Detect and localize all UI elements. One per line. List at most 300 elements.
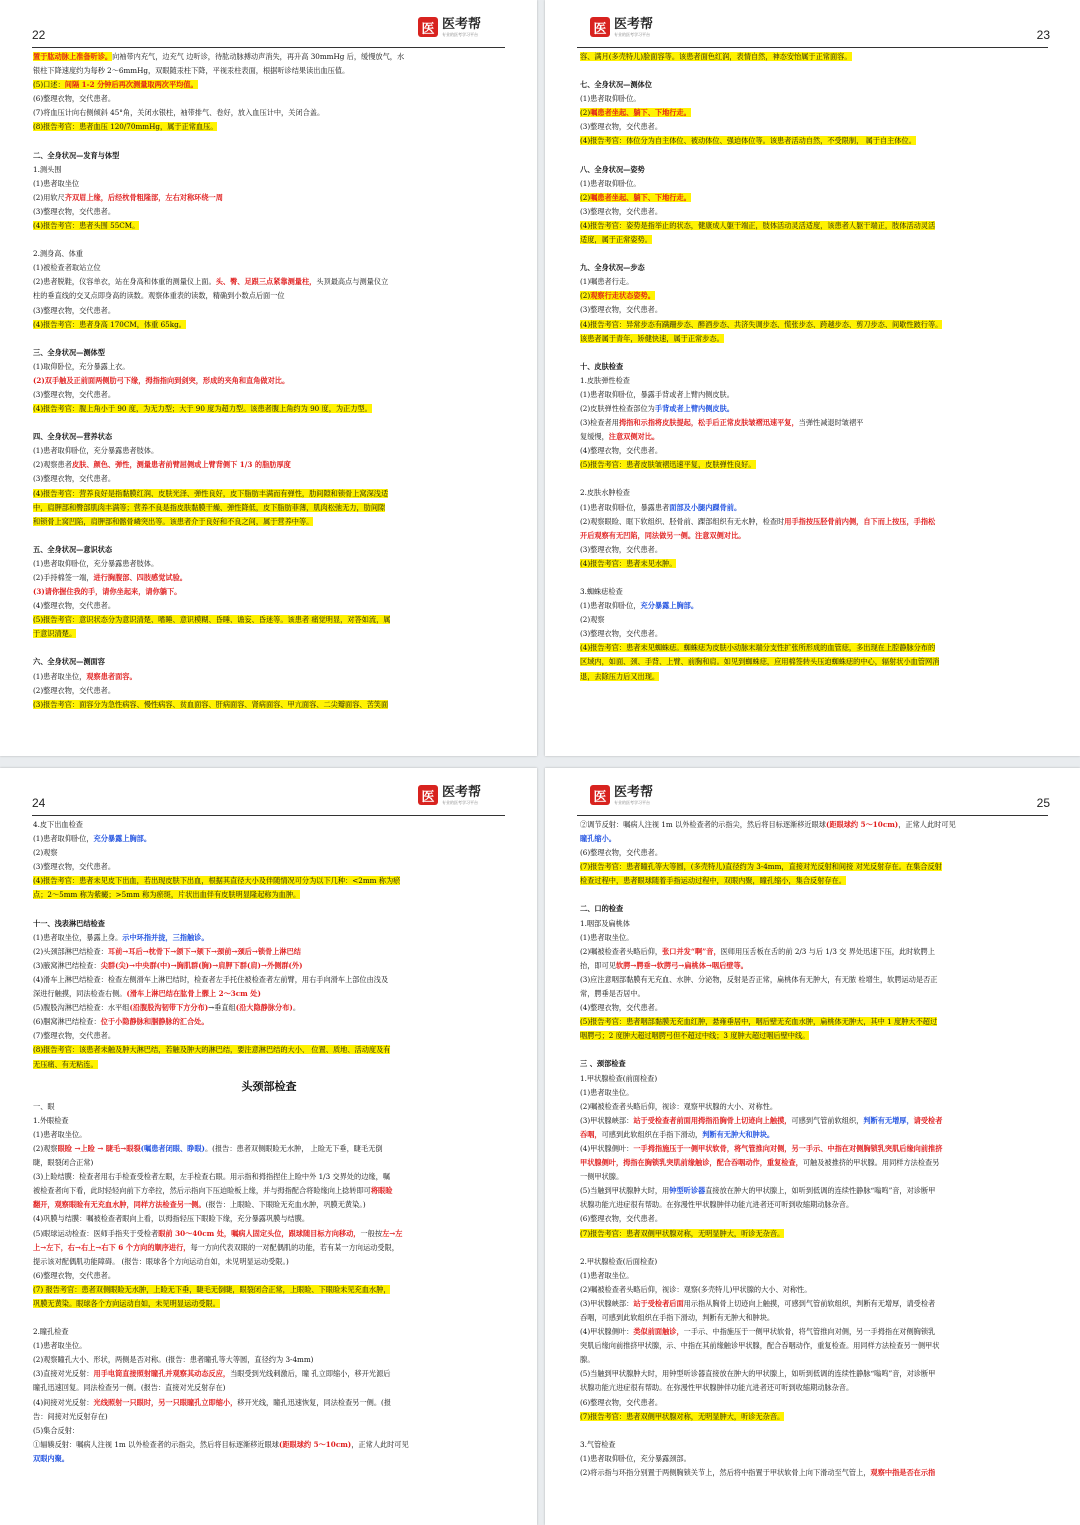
text-run: ①辐辏反射：嘱病人注视 1m 以外检查者的示指尖，然后将目标逐渐移近眼球 bbox=[33, 1439, 279, 1449]
text-run: (1)患者取坐位。 bbox=[580, 1087, 634, 1097]
text-run: (3)整理衣物，交代患者。 bbox=[580, 305, 663, 315]
text-run: 3.气管检查 bbox=[580, 1439, 616, 1449]
brand-name: 医考帮 bbox=[442, 784, 482, 800]
text-line bbox=[33, 275, 505, 289]
paragraph-gap bbox=[33, 332, 505, 346]
text-line bbox=[580, 557, 1052, 571]
text-run: 示中环指并拢，三指触诊。 bbox=[122, 932, 209, 942]
text-line bbox=[580, 1339, 1052, 1353]
brand-logo bbox=[418, 785, 481, 805]
text-line bbox=[580, 430, 1052, 444]
logo-icon: 医 bbox=[418, 785, 438, 805]
text-run: 被检查者向下看，此时轻轻向前下方牵拉，然后示指向下压迫睑板上缘，并与拇指配合将睑缘向上捻转即可 bbox=[33, 1186, 371, 1196]
text-run: 退，去除压力后又出现。 bbox=[580, 671, 660, 681]
text-run: 状腺功能亢进症很有帮助。在弥漫性甲状腺肿伴功能亢进者还可听到收缩期动脉杂音。 bbox=[580, 1383, 854, 1393]
text-run: (3)整理衣物，交代患者。 bbox=[33, 474, 116, 484]
text-line bbox=[33, 1156, 505, 1170]
text-line bbox=[33, 1367, 505, 1381]
text-line bbox=[33, 1227, 505, 1241]
text-line bbox=[580, 670, 1052, 684]
paragraph-gap bbox=[33, 135, 505, 149]
text-line bbox=[33, 684, 505, 698]
text-run: (1)患者取仰卧位， bbox=[580, 601, 641, 611]
paragraph-gap bbox=[33, 903, 505, 917]
text-line bbox=[580, 529, 1052, 543]
text-run: (4)甲状腺侧叶： bbox=[580, 1143, 634, 1153]
text-run: (2) bbox=[580, 108, 591, 118]
paragraph-gap bbox=[580, 149, 1052, 163]
text-line bbox=[580, 303, 1052, 317]
text-line bbox=[580, 444, 1052, 458]
text-line bbox=[33, 430, 505, 444]
text-line bbox=[580, 205, 1052, 219]
text-run: 张口并发“啊”音， bbox=[662, 946, 721, 956]
text-run: 三、全身状况—测体型 bbox=[33, 347, 105, 357]
text-line bbox=[33, 487, 505, 501]
text-run: (5)腹股沟淋巴结检查：水平组 bbox=[33, 1003, 130, 1013]
text-run: 深进行触摸，同法检查右侧。 bbox=[33, 989, 127, 999]
text-line bbox=[33, 670, 505, 684]
text-run: (2) bbox=[580, 291, 591, 301]
text-run: 告：间接对光反射存在) bbox=[33, 1411, 108, 1421]
text-run: 七、全身状况—测体位 bbox=[580, 80, 652, 90]
text-run: (2)用软尺 bbox=[33, 192, 65, 202]
text-line bbox=[33, 64, 505, 78]
text-run: 十、皮肤检查 bbox=[580, 361, 624, 371]
text-line bbox=[580, 1015, 1052, 1029]
text-run: (7) 报告考官：患者双侧眼睑无水肿，上睑无下垂，睫毛无倒睫，眼裂闭合正常，上眼睑、下眼睑未见充血水肿， bbox=[33, 1284, 391, 1294]
text-line bbox=[580, 1311, 1052, 1325]
text-run: 观察中指是否在示指 bbox=[870, 1467, 936, 1477]
text-run: (距眼球约 5～10cm) bbox=[825, 820, 899, 829]
text-run: 可感到气管前软组织， bbox=[791, 1115, 864, 1125]
text-line bbox=[33, 1424, 505, 1438]
text-run: 翻开，观察眼睑有无充血水肿，同样方法检查另一侧。 bbox=[33, 1200, 206, 1210]
text-run: (3)应注意咽部黏膜有无充血、水肿、分泌物，反射是否正常，扁桃体有无肿大，有无脓 栓增生，软腭运动是否正 bbox=[580, 974, 938, 984]
text-line bbox=[580, 902, 1052, 916]
text-line bbox=[580, 585, 1052, 599]
brand-tagline: 专业的医考学习平台 bbox=[614, 31, 650, 37]
text-run: 抬，即可见 bbox=[580, 960, 616, 970]
text-line bbox=[580, 1184, 1052, 1198]
paragraph-gap bbox=[580, 571, 1052, 585]
text-run: (7)整理衣物，交代患者。 bbox=[33, 1031, 116, 1041]
text-line bbox=[33, 874, 505, 888]
text-line bbox=[580, 261, 1052, 275]
text-run: 用示指从胸骨上切迹向上触摸，可感到气管前软组织，判断有无增厚，请受检者 bbox=[683, 1298, 936, 1308]
text-line bbox=[33, 945, 505, 959]
text-line bbox=[580, 1255, 1052, 1269]
text-run: (1)患者取仰卧位，充分暴露颈部。 bbox=[580, 1453, 691, 1463]
text-run: (2)观察眼睑、眶下软组织、胫骨前、踝部组织有无水肿，检查时 bbox=[580, 516, 785, 526]
text-run: 用手指按压胫骨前内侧，自下而上按压，手指松 bbox=[784, 516, 936, 526]
text-line bbox=[580, 627, 1052, 641]
text-line bbox=[33, 1396, 505, 1410]
text-run: (3)检查者用 bbox=[580, 418, 619, 428]
text-run: (1)患者取坐位。 bbox=[580, 932, 634, 942]
text-run: (2)观察 bbox=[33, 848, 58, 858]
text-line bbox=[33, 304, 505, 318]
text-line bbox=[580, 917, 1052, 931]
paragraph-gap bbox=[580, 1043, 1052, 1057]
text-run: (3)甲状腺峡部： bbox=[580, 1298, 634, 1308]
text-run: (1)患者取坐位。 bbox=[33, 1129, 87, 1139]
text-run: (5)口述： bbox=[33, 80, 65, 90]
text-run: (3)请你握住我的手，请你坐起来，请你躺下。 bbox=[33, 587, 182, 597]
text-run: 当弹性减退时皱褶平 bbox=[798, 418, 864, 428]
section-title: 头颈部检查 bbox=[241, 1079, 297, 1093]
text-run: 腺。 bbox=[580, 1355, 595, 1365]
text-run: 吞咽， bbox=[580, 1129, 602, 1139]
text-run: (2) bbox=[580, 192, 591, 202]
brand-logo bbox=[590, 17, 653, 37]
text-run: 适度，属于正常姿势。 bbox=[580, 235, 652, 245]
text-run: 1.外眼检查 bbox=[33, 1115, 69, 1125]
text-run: 站于受检查者前面用拇指沿胸骨上切迹向上触摸， bbox=[633, 1115, 792, 1125]
text-line bbox=[580, 1100, 1052, 1114]
text-run: (2)将示指与环指分别置于两侧胸锁关节上，然后将中指置于甲状软骨上向下滑动至气管上， bbox=[580, 1467, 871, 1477]
text-line bbox=[33, 50, 505, 64]
text-line bbox=[580, 318, 1052, 332]
text-run: (5)眼球运动检查：医师手指夹于受检者 bbox=[33, 1228, 159, 1238]
text-run: (1)患者取坐位，暴露上身。 bbox=[33, 932, 123, 942]
text-run: (3)整理衣物，交代患者。 bbox=[33, 305, 116, 315]
text-run: (8)报告考官：患者血压 120/70mmHg，属于正常血压。 bbox=[33, 122, 218, 132]
text-line bbox=[33, 1001, 505, 1015]
text-line bbox=[33, 515, 505, 529]
text-run: (4)整理衣物，交代患者。 bbox=[580, 1003, 663, 1013]
text-run: (4)甲状腺侧叶： bbox=[580, 1327, 634, 1337]
text-line bbox=[580, 78, 1052, 92]
text-run: (3)整理衣物，交代患者。 bbox=[33, 862, 116, 872]
paragraph-gap bbox=[580, 64, 1052, 78]
page-content bbox=[580, 50, 1052, 684]
text-run: (3)腋窝淋巴结检查： bbox=[33, 960, 101, 970]
text-line bbox=[580, 1325, 1052, 1339]
text-line bbox=[580, 374, 1052, 388]
text-line bbox=[33, 832, 505, 846]
text-line bbox=[580, 1198, 1052, 1212]
text-line bbox=[33, 1015, 505, 1029]
text-line bbox=[33, 818, 505, 832]
text-line bbox=[580, 163, 1052, 177]
text-run: (2)双手触及正前面两侧肋弓下缘，拇指指向到剑突，形成的夹角和直角做对比。 bbox=[33, 375, 290, 385]
text-run: (3)整理衣物，交代患者。 bbox=[580, 629, 663, 639]
text-run: 2.瞳孔检查 bbox=[33, 1327, 69, 1337]
page-24 bbox=[0, 768, 537, 1525]
text-run: 移开光线，瞳孔迅速恢复，同法检查另一侧。(报 bbox=[237, 1397, 392, 1407]
text-run: 十一、浅表淋巴结检查 bbox=[33, 918, 105, 928]
text-run: (3)整理衣物，交代患者。 bbox=[33, 206, 116, 216]
paragraph-gap bbox=[580, 247, 1052, 261]
text-run: ，正常人此时可见 bbox=[351, 1439, 409, 1449]
text-line bbox=[580, 846, 1052, 860]
text-line bbox=[580, 860, 1052, 874]
text-run: (5)集合反射： bbox=[33, 1425, 80, 1435]
text-line bbox=[580, 945, 1052, 959]
page-content bbox=[580, 818, 1052, 1480]
text-run: 检查过程中，患者眼球随着手指运动过程中，双眼内聚，瞳孔缩小，集合反射存在。 bbox=[580, 876, 846, 886]
text-run: (2)观察 bbox=[33, 1143, 58, 1153]
text-run: (6)整理衣物，交代患者。 bbox=[580, 1397, 663, 1407]
text-run: 复缓慢， bbox=[580, 432, 609, 442]
text-line bbox=[33, 1212, 505, 1226]
text-run: 软腭→腭垂→软腭弓→扁桃体→咽后壁等。 bbox=[615, 960, 748, 970]
page-number: 23 bbox=[1036, 28, 1050, 42]
logo-icon: 医 bbox=[590, 785, 610, 805]
text-run: 位于小隐静脉和腘静脉的汇合处。 bbox=[100, 1017, 209, 1027]
text-run: (3)整理衣物，交代患者。 bbox=[33, 389, 116, 399]
text-line bbox=[580, 177, 1052, 191]
text-line bbox=[580, 1156, 1052, 1170]
paragraph-gap bbox=[580, 1241, 1052, 1255]
text-line bbox=[33, 917, 505, 931]
text-line bbox=[580, 332, 1052, 346]
text-run: 左→左 bbox=[382, 1228, 403, 1238]
page-number: 24 bbox=[32, 796, 46, 810]
text-line bbox=[580, 360, 1052, 374]
text-run: (3)整理衣物，交代患者。 bbox=[580, 544, 663, 554]
text-run: (2)整理衣物，交代患者。 bbox=[33, 685, 116, 695]
text-line bbox=[33, 78, 505, 92]
text-run: 提示该对配偶肌功能障碍。 (报告：眼球各个方向运动自如，未见明显运动受限。) bbox=[33, 1256, 289, 1266]
text-run: 头顶最高点与测量仪立 bbox=[316, 277, 389, 287]
text-line bbox=[33, 627, 505, 641]
text-run: 手背或者上臂内侧皮肤。 bbox=[654, 403, 734, 413]
page-22 bbox=[0, 0, 537, 756]
text-run: (4)报告考官：腹上角小于 90 度，为无力型；大于 90 度为超力型。该患者腹上角约为 90 度，为正力型。 bbox=[33, 404, 372, 414]
text-run: (距眼球约 5～10cm) bbox=[278, 1439, 352, 1449]
text-line bbox=[33, 289, 505, 303]
text-run: 容、满月(多壳特儿)脸面容等。该患者面色红润，表情自然，神态安怡属于正常面容。 bbox=[580, 52, 852, 61]
text-run: 嘱患者坐起、躺下、下地行走。 bbox=[590, 108, 691, 118]
text-run: 当眼受到光线刺激后，瞳 孔立即缩小，移开光源后 bbox=[230, 1369, 391, 1379]
text-line bbox=[580, 613, 1052, 627]
text-run: (滑车上淋巴结在肱骨上髁上 2～3cm 处) bbox=[126, 989, 261, 999]
text-run: (7)报告考官：患者瞳孔等大等圆，(多壳特儿)直径约为 3-4mm，直接对光反射和间接 对光反射存在。在集合反射 bbox=[580, 862, 942, 872]
text-line bbox=[33, 1184, 505, 1198]
brand-logo bbox=[590, 785, 653, 805]
text-run: (4)整理衣物，交代患者。 bbox=[580, 446, 663, 456]
text-run: (4)报告考官：患者身高 170CM，体重 65kg。 bbox=[33, 319, 186, 329]
text-run: 可感到此软组织在手指下滑动， bbox=[601, 1129, 703, 1139]
text-run: 直接放在肿大的甲状腺上，如听到低调的连续性静脉“嗡鸣”音，对诊断甲 bbox=[705, 1186, 936, 1196]
text-line bbox=[580, 1283, 1052, 1297]
text-run: 请受检者 bbox=[913, 1115, 943, 1125]
text-run: (1)患者取仰卧位，暴露患者 bbox=[580, 502, 670, 512]
text-run: 一侧甲状腺。 bbox=[580, 1172, 624, 1182]
text-run: 无压痛、有无粘连。 bbox=[33, 1059, 98, 1069]
text-line bbox=[33, 846, 505, 860]
brand-tagline: 专业的医考学习平台 bbox=[614, 799, 650, 805]
text-line bbox=[33, 860, 505, 874]
text-run: (1)患者取仰卧位，充分暴露患者肢体。 bbox=[33, 446, 159, 456]
paragraph-gap bbox=[33, 641, 505, 655]
text-run: 柱的垂直线的交叉点即身高的读数。观察体重表的读数，精确到小数点后面一位 bbox=[33, 291, 285, 301]
text-run: ②调节反射：嘱病人注视 1m 以外检查者的示指尖，然后将目标逐渐移近眼球 bbox=[580, 820, 826, 829]
text-run: (4)报告考官：营养良好是指黏膜红润、皮肤光泽、弹性良好，皮下脂肪丰满而有弹性，肋间隙和锁骨上窝深浅适 bbox=[33, 488, 389, 498]
text-run: 一手示、中指施压于一侧甲状软骨，将气管推向对侧，另一手拇指在对侧胸锁乳 bbox=[683, 1327, 936, 1337]
text-run: 一般按 bbox=[360, 1228, 383, 1238]
text-line bbox=[580, 1114, 1052, 1128]
text-line bbox=[33, 1198, 505, 1212]
brand-name: 医考帮 bbox=[614, 16, 654, 32]
text-run: (4)整理衣物，交代患者。 bbox=[33, 601, 116, 611]
text-line bbox=[580, 1452, 1052, 1466]
text-run: (2)观察 bbox=[580, 615, 605, 625]
text-run: 银柱下降速度约为每秒 2～6mmHg，双眼随汞柱下降，平视汞柱表面，根据听诊结果读出血压值。 bbox=[33, 66, 350, 76]
text-run: 于意识清楚。 bbox=[33, 629, 77, 639]
text-line bbox=[33, 247, 505, 261]
text-line bbox=[33, 346, 505, 360]
text-line bbox=[33, 402, 505, 416]
text-run: (4)报告考官：姿势是指举止的状态，健康成人躯干端正，肢体活动灵活适度，该患者人躯干端正，肢体活动灵活 bbox=[580, 220, 936, 230]
text-run: (4)报告考官：患者未见蜘蛛痣。蜘蛛痣为皮肤小动脉末端分支性扩张所形成的血管痣，多出现在上腔静脉分布的 bbox=[580, 643, 936, 653]
header-rule bbox=[32, 815, 505, 816]
paragraph-gap bbox=[580, 1424, 1052, 1438]
brand-tagline: 专业的医考学习平台 bbox=[442, 31, 478, 37]
text-line bbox=[33, 1255, 505, 1269]
paragraph-gap bbox=[580, 472, 1052, 486]
text-run: (沿大隐静脉分布) bbox=[235, 1003, 293, 1013]
text-line bbox=[33, 444, 505, 458]
text-run: (1)患者取坐位。 bbox=[580, 1270, 634, 1280]
text-run: (1)患者取仰卧位。 bbox=[580, 94, 641, 104]
text-line bbox=[33, 149, 505, 163]
text-run: (3)直接对光反射： bbox=[33, 1369, 94, 1379]
text-line bbox=[33, 959, 505, 973]
text-line bbox=[33, 1241, 505, 1255]
text-run: 医师用压舌板在舌的前 2/3 与后 1/3 交 界处迅速下压，此时软腭上 bbox=[720, 946, 935, 956]
text-line bbox=[580, 641, 1052, 655]
text-line bbox=[580, 959, 1052, 973]
text-run: 观察行走状态姿势。 bbox=[590, 291, 655, 301]
text-line bbox=[580, 973, 1052, 987]
text-line bbox=[580, 1086, 1052, 1100]
text-line bbox=[580, 1142, 1052, 1156]
text-run: (嘱患者闭眼、睁眼) bbox=[140, 1143, 205, 1153]
text-line bbox=[33, 1043, 505, 1057]
text-run: 巩膜无黄染。眼球各个方向运动自如，未见明显运动受限。 bbox=[33, 1299, 220, 1308]
text-run: (1)被检查者取站立位 bbox=[33, 263, 101, 273]
text-run: 光线照射一只眼时，另一只眼瞳孔立即缩小， bbox=[93, 1397, 238, 1407]
text-run: (4)巩膜与结膜：嘱被检查者眼向上看，以拇指轻压下眼睑下缘，充分暴露巩膜与结膜。 bbox=[33, 1214, 310, 1224]
text-line bbox=[580, 1396, 1052, 1410]
text-line bbox=[580, 106, 1052, 120]
text-run: →垂直组 bbox=[208, 1003, 236, 1013]
text-line bbox=[580, 1466, 1052, 1480]
paragraph-gap bbox=[33, 529, 505, 543]
text-run: 2.皮肤水肿检查 bbox=[580, 488, 630, 498]
text-run: (7)将血压计向右侧倾斜 45°角，关闭水银柱，袖带排气、卷好，放入血压计中，关闭合盖。 bbox=[33, 108, 325, 118]
text-line bbox=[33, 571, 505, 585]
text-run: 1.测头围 bbox=[33, 164, 62, 174]
text-run: (2)嘱被检查者头略后仰，视诊：观察甲状腺的大小、对称性。 bbox=[580, 1101, 778, 1111]
text-run: (沿腹股沟韧带下方分布) bbox=[129, 1003, 209, 1013]
text-line bbox=[580, 1057, 1052, 1071]
text-run: (3)甲状腺峡部： bbox=[580, 1115, 634, 1125]
text-line bbox=[33, 973, 505, 987]
text-line bbox=[33, 163, 505, 177]
text-run: (5)报告考官：患者咽部黏膜无充血红肿，悬雍垂居中，咽后壁无充血水肿，扁桃体无肿大，其中 1 度肿大不超过 bbox=[580, 1017, 938, 1027]
text-line bbox=[33, 987, 505, 1001]
text-run: (6)整理衣物，交代患者。 bbox=[33, 1270, 116, 1280]
text-line bbox=[33, 1339, 505, 1353]
header-rule bbox=[577, 47, 1048, 48]
text-line bbox=[580, 599, 1052, 613]
text-run: 六、全身状况—测面容 bbox=[33, 657, 105, 667]
text-line bbox=[33, 92, 505, 106]
text-line bbox=[33, 1438, 505, 1452]
text-line bbox=[580, 1128, 1052, 1142]
text-run: (1)患者取仰卧位， bbox=[33, 834, 94, 844]
text-run: 该患者属于青年，矫健快速，属于正常步态。 bbox=[580, 333, 724, 343]
text-line bbox=[33, 613, 505, 627]
paragraph-gap bbox=[580, 346, 1052, 360]
text-run: 和锁骨上窝凹陷，肩胛部和髂骨嶙突出等。该患者介于良好和不良之间，属于营养中等。 bbox=[33, 516, 314, 526]
text-run: 可触及被推挤的甲状腺。用同样方法检查另 bbox=[802, 1158, 940, 1168]
text-run: 二、全身状况—发育与体型 bbox=[33, 150, 120, 160]
text-run: 尖群(尖)→中央群(中)→胸肌群(胸)→肩胛下群(肩)→外侧群(外) bbox=[100, 960, 303, 970]
text-line bbox=[580, 1297, 1052, 1311]
text-line bbox=[33, 1128, 505, 1142]
text-run: (2)嘱被检查者头略后仰，视诊：观察(多壳特儿)甲状腺的大小、对称性。 bbox=[580, 1284, 812, 1294]
text-line bbox=[580, 1381, 1052, 1395]
text-run: 开后观察有无凹陷，同法做另一侧。注意双侧对比。 bbox=[580, 530, 746, 540]
text-run: 判断有无肿大和肿块。 bbox=[702, 1129, 775, 1139]
text-run: 钟型听诊器 bbox=[669, 1186, 706, 1196]
page-content bbox=[33, 818, 505, 1466]
text-run: 面部及小腿内踝骨前。 bbox=[669, 502, 742, 512]
text-run: (4)报告考官：异常步态有蹒跚步态、醉酒步态、共济失调步态、慌张步态、跨越步态、剪刀步态、间歇性跛行等。 bbox=[580, 319, 943, 329]
text-run: 充分暴露上胸部。 bbox=[640, 601, 699, 611]
text-run: 突肌后缘向前推挤甲状腺，示、中指在其前缘触诊甲状腺，配合吞咽动作，重复检查。用同样方法检查另一侧甲状 bbox=[580, 1341, 940, 1351]
text-run: (2)皮肤弹性检查部位为 bbox=[580, 403, 655, 413]
text-run: 头、臀、足跟三点紧靠测量柱， bbox=[215, 277, 317, 287]
text-run: (2)手持棉签一端， bbox=[33, 573, 94, 582]
text-run: 观察患者面容。 bbox=[86, 671, 137, 681]
text-run: 站于受检者后面 bbox=[633, 1298, 684, 1308]
text-line bbox=[33, 261, 505, 275]
text-line bbox=[33, 219, 505, 233]
text-line bbox=[580, 655, 1052, 669]
text-line bbox=[580, 987, 1052, 1001]
text-run: (1)患者取仰卧位，暴露手背或者上臂内侧皮肤。 bbox=[580, 389, 734, 399]
text-line bbox=[580, 1212, 1052, 1226]
text-line bbox=[33, 1325, 505, 1339]
text-run: (2)观察瞳孔大小、形状，两侧是否对称。(报告：患者瞳孔等大等圆，直径约为 3-4mm) bbox=[33, 1355, 314, 1365]
text-line bbox=[33, 1170, 505, 1184]
page-content bbox=[33, 50, 505, 712]
text-run: 眼睑 →上睑 → 睫毛→眼裂 bbox=[57, 1143, 141, 1153]
text-run: (1)患者取仰卧位。 bbox=[580, 178, 641, 188]
text-line bbox=[580, 1438, 1052, 1452]
text-run: 拇指和示指将皮肤提起，松手后正常皮肤皱褶迅速平复， bbox=[618, 418, 799, 428]
text-run: 区域内，如面、颈、手背、上臂、前胸和肩。如见到蜘蛛痣，应用棉签转头压迫蜘蛛痣的中心，辐射状小血管网消 bbox=[580, 657, 940, 667]
text-line bbox=[580, 191, 1052, 205]
text-run: 充分暴露上胸部。 bbox=[93, 834, 152, 844]
text-line bbox=[33, 585, 505, 599]
text-line bbox=[580, 832, 1052, 846]
text-run: (3)上睑结膜：检查者用右手检查受检者左眼，左手检查右眼。用示指和拇指捏住上睑中外 1/3 交界处的边缘，嘱 bbox=[33, 1172, 390, 1182]
text-line bbox=[33, 1410, 505, 1424]
text-run: 3.蜘蛛痣检查 bbox=[580, 587, 623, 596]
brand-name: 医考帮 bbox=[614, 784, 654, 800]
text-run: 二、口的检查 bbox=[580, 904, 624, 914]
header-rule bbox=[32, 47, 505, 48]
text-line bbox=[580, 1367, 1052, 1381]
text-run: (1)取仰卧位，充分暴露上衣。 bbox=[33, 361, 130, 371]
